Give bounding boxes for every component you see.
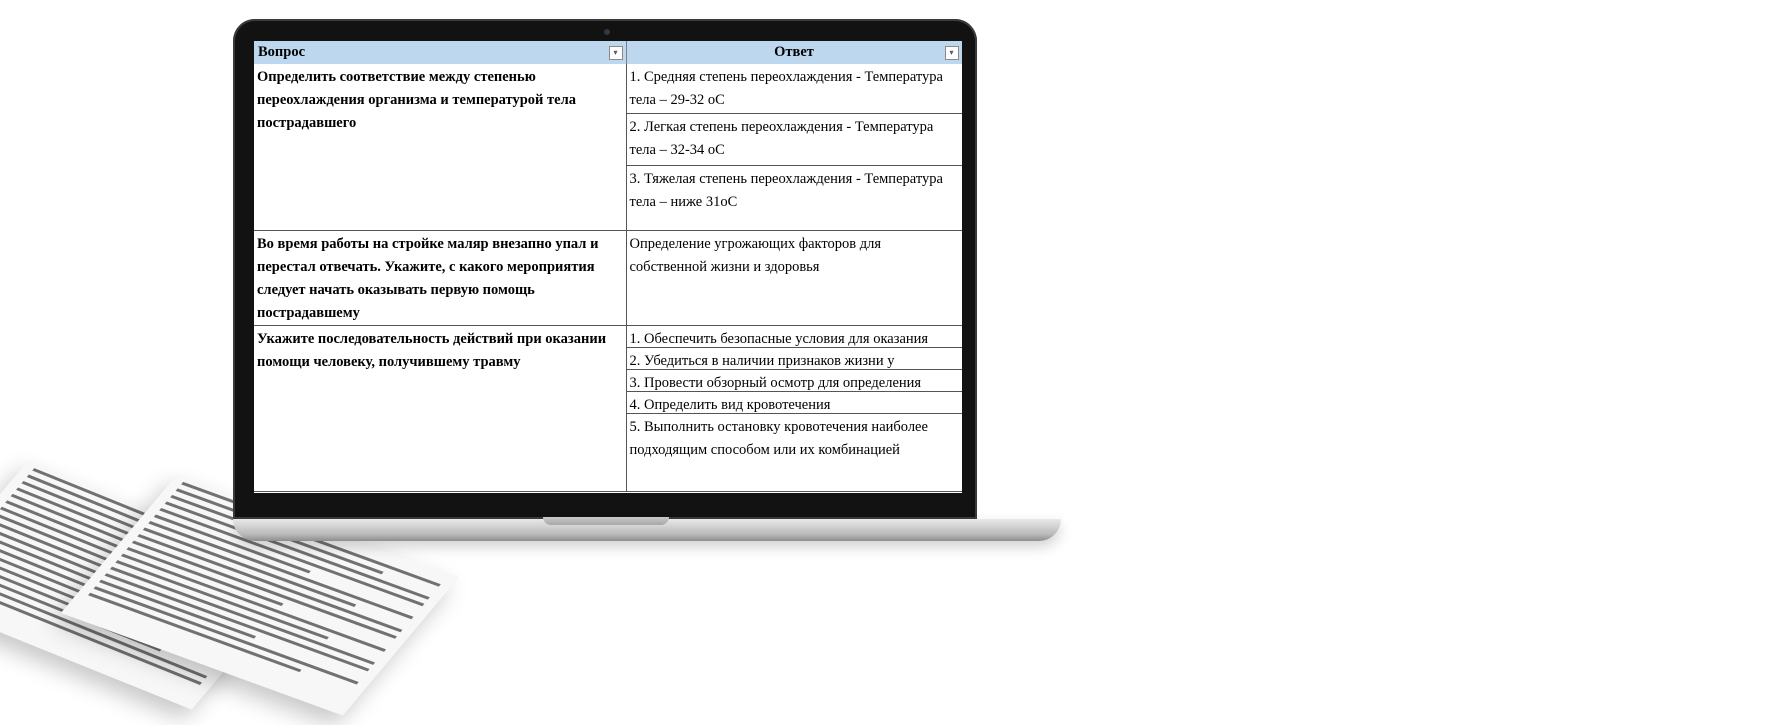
column-header-label: Вопрос bbox=[258, 44, 306, 60]
question-text: Определить соответствие между степенью переохлаждения организма и температурой тела пострадавшего bbox=[257, 69, 576, 131]
filter-dropdown-icon[interactable]: ▾ bbox=[609, 46, 623, 60]
answer-option: 1. Обеспечить безопасные условия для оказания bbox=[627, 326, 962, 348]
answer-option: 2. Убедиться в наличии признаков жизни у bbox=[627, 348, 962, 370]
column-header-answer bbox=[626, 41, 962, 64]
table-header-row bbox=[254, 41, 962, 64]
qa-table bbox=[254, 41, 962, 492]
answer-option: 5. Выполнить остановку кровотечения наиболее подходящим способом или их комбинацией bbox=[629, 418, 928, 458]
answer-option: Определение угрожающих факторов для собственной жизни и здоровья bbox=[629, 235, 882, 275]
question-cell[interactable] bbox=[254, 325, 626, 491]
column-header-question bbox=[254, 41, 626, 64]
answer-option: 2. Легкая степень переохлаждения - Температура тела – 32-34 оС bbox=[627, 114, 962, 166]
column-header-label: Ответ bbox=[774, 44, 814, 60]
answer-cell[interactable] bbox=[626, 64, 962, 230]
table-row bbox=[254, 325, 962, 491]
table-row bbox=[254, 230, 962, 325]
question-cell[interactable] bbox=[254, 64, 626, 230]
answer-option: 3. Тяжелая степень переохлаждения - Температура тела – ниже 31оС bbox=[629, 171, 943, 210]
camera-icon bbox=[604, 29, 610, 35]
laptop-notch bbox=[543, 517, 669, 525]
question-text: Во время работы на стройке маляр внезапно упал и перестал отвечать. Укажите, с какого мероприятия следует начать оказывать первую помощь пострадавшему bbox=[257, 235, 599, 321]
answer-option: 4. Определить вид кровотечения bbox=[627, 392, 962, 414]
answer-option: 1. Средняя степень переохлаждения - Температура тела – 29-32 оС bbox=[627, 64, 962, 114]
laptop-screen bbox=[254, 41, 962, 493]
question-text: Укажите последовательность действий при оказании помощи человеку, получившему травму bbox=[257, 330, 607, 370]
answer-cell[interactable] bbox=[626, 325, 962, 491]
question-cell[interactable] bbox=[254, 230, 626, 325]
answer-cell[interactable] bbox=[626, 230, 962, 325]
filter-dropdown-icon[interactable]: ▾ bbox=[945, 46, 959, 60]
answer-option: 3. Провести обзорный осмотр для определения bbox=[627, 370, 962, 392]
table-row bbox=[254, 64, 962, 230]
laptop-lid bbox=[233, 19, 977, 519]
